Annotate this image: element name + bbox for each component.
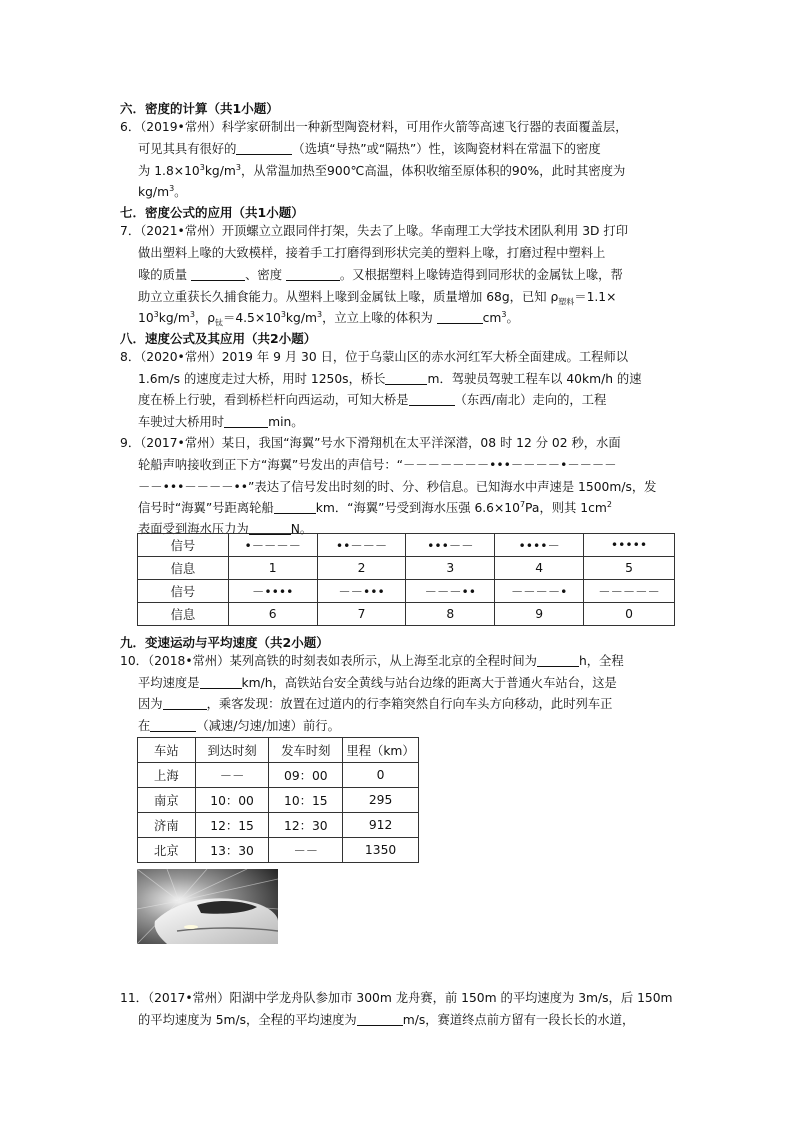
q10-line-3: 因为 ，乘客发现：放置在过道内的行李箱突然自行向车头方向移动，此时列车正 xyxy=(138,697,613,711)
timetable xyxy=(137,737,419,863)
answer-blank[interactable] xyxy=(224,415,268,428)
high-speed-train-image xyxy=(137,869,278,944)
q11-line-2: 的平均速度为 5m/s，全程的平均速度为 m/s，赛道终点前方留有一段长长的水道， xyxy=(138,1013,635,1027)
answer-blank[interactable] xyxy=(409,393,455,406)
q7-line-4: 助立立重获长久捕食能力。从塑料上喙到金属钛上喙，质量增加 68g，已知 $\rho_{塑料}=1.1\times$ xyxy=(138,290,617,307)
q7-line-5: $10^3kg/m^3$，$\rho_钛=4.5\times 10^3kg/m^3$，立立上喙的体积为 $cm^3$。 xyxy=(138,309,519,328)
table-row: 信息 1 2 3 4 5 xyxy=(138,557,675,580)
table-row: 信息 6 7 8 9 0 xyxy=(138,603,675,626)
section-heading-6: 六．密度的计算（共1小题） xyxy=(120,101,279,116)
table-row: 南京 10：00 10：15 295 xyxy=(138,788,419,813)
q8-line-3: 度在桥上行驶，看到桥栏杆向西运动，可知大桥是 （东西/南北）走向的，工程 xyxy=(138,393,607,407)
q11-line-1: 11．（2017•常州）阳湖中学龙舟队参加市 300m 龙舟赛，前 150m 的平均速度为 3m/s，后 150m xyxy=(120,991,673,1005)
q9-line-2: 轮船声呐接收到正下方“海翼”号发出的声信号：“－－－－－－－•••－－－－•－－－－ xyxy=(138,458,617,472)
answer-blank[interactable] xyxy=(537,654,579,667)
answer-blank[interactable] xyxy=(437,311,483,324)
q6-line-2: 可见其具有很好的 （选填“导热”或“隔热”）性，该陶瓷材料在常温下的密度 xyxy=(138,142,601,156)
answer-blank[interactable] xyxy=(236,142,292,155)
answer-blank[interactable] xyxy=(274,501,316,514)
q7-line-1: 7．（2021•常州）开顶螺立立跟同伴打架，失去了上喙。华南理工大学技术团队利用 3D 打印 xyxy=(120,224,629,238)
q8-line-2: 1.6m/s 的速度走过大桥，用时 1250s，桥长 m．驾驶员驾驶工程车以 40km/h 的速 xyxy=(138,372,642,386)
q8-line-1: 8．（2020•常州）2019 年 9 月 30 日，位于乌蒙山区的赤水河红军大桥全面建成。工程师以 xyxy=(120,350,629,364)
section-heading-9: 九．变速运动与平均速度（共2小题） xyxy=(120,635,329,650)
q10-line-4: 在 （减速/匀速/加速）前行。 xyxy=(138,719,340,733)
answer-blank[interactable] xyxy=(286,268,340,281)
signal-table xyxy=(137,533,675,626)
q10-line-2: 平均速度是 km/h，高铁站台安全黄线与站台边缘的距离大于普通火车站台，这是 xyxy=(138,676,617,690)
table-row: 信号 •－－－－ ••－－－ •••－－ ••••－ ••••• xyxy=(138,534,675,557)
answer-blank[interactable] xyxy=(150,719,196,732)
table-row: 信号 －•••• －－••• －－－•• －－－－• －－－－－ xyxy=(138,580,675,603)
section-heading-7: 七．密度公式的应用（共1小题） xyxy=(120,205,304,220)
table-row: 济南 12：15 12：30 912 xyxy=(138,813,419,838)
answer-blank[interactable] xyxy=(385,372,427,385)
q9-line-3: －－•••－－－－••”表达了信号发出时刻的时、分、秒信息。已知海水中声速是 1500m/s，发 xyxy=(138,480,657,494)
answer-blank[interactable] xyxy=(357,1013,403,1026)
q8-line-4: 车驶过大桥用时 min。 xyxy=(138,415,304,429)
answer-blank[interactable] xyxy=(163,697,207,710)
q9-line-1: 9．（2017•常州）某日，我国“海翼”号水下滑翔机在太平洋深潜，08 时 12 分 02 秒，水面 xyxy=(120,436,621,450)
section-heading-8: 八．速度公式及其应用（共2小题） xyxy=(120,331,317,346)
q9-line-5: 表面受到海水压力为 N。 xyxy=(138,522,313,536)
answer-blank[interactable] xyxy=(191,268,245,281)
q10-line-1: 10．（2018•常州）某列高铁的时刻表如表所示，从上海至北京的全程时间为 h，全程 xyxy=(120,654,624,668)
table-row: 北京 13：30 －－ 1350 xyxy=(138,838,419,863)
table-header-row: 车站 到达时刻 发车时刻 里程（km） xyxy=(138,738,419,763)
q6-line-1: 6．（2019•常州）科学家研制出一种新型陶瓷材料，可用作火箭等高速飞行器的表面覆盖层， xyxy=(120,120,628,134)
q7-line-3: 喙的质量 、密度 。又根据塑料上喙铸造得到同形状的金属钛上喙，帮 xyxy=(138,268,623,282)
q9-line-4: 信号时“海翼”号距离轮船 km．“海翼”号受到海水压强 $6.6\times 10^7Pa$，则其 $1cm^2$ xyxy=(138,499,612,515)
table-row: 上海 －－ 09：00 0 xyxy=(138,763,419,788)
q6-line-3: 为 $1.8\times 10^3kg/m^3$，从常温加热至900℃高温，体积收缩至原体积的90%，此时其密度为 xyxy=(138,162,626,178)
q6-line-4: $kg/m^3$。 xyxy=(138,183,187,199)
q7-line-2: 做出塑料上喙的大致模样，接着手工打磨得到形状完美的塑料上喙，打磨过程中塑料上 xyxy=(138,246,606,260)
answer-blank[interactable] xyxy=(200,676,242,689)
